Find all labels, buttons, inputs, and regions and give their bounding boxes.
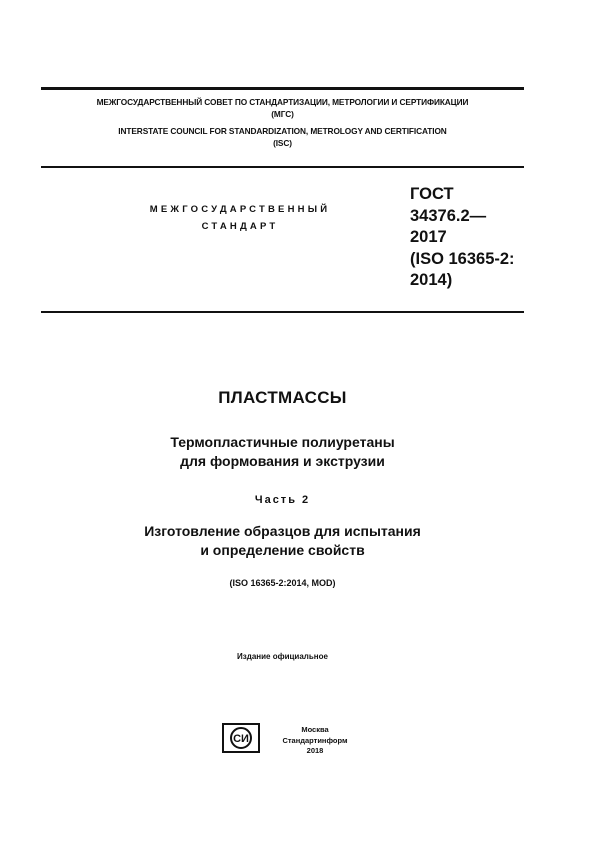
- publisher-name: Стандартинформ: [282, 735, 348, 745]
- gost-line: ГОСТ: [410, 185, 454, 203]
- subtitle-line: для формования и экструзии: [180, 453, 385, 469]
- logo-text: СИ: [233, 733, 249, 745]
- part-title-line: и определение свойств: [200, 542, 365, 558]
- council-abbr-en: (ISC): [273, 138, 292, 148]
- edition-note: Издание официальное: [237, 652, 328, 661]
- gost-designation: [410, 184, 540, 292]
- standartinform-logo-icon: [222, 723, 260, 753]
- part-title-line: Изготовление образцов для испытания: [144, 523, 421, 539]
- subtitle-line: Термопластичные полиуретаны: [170, 434, 395, 450]
- document-title: ПЛАСТМАССЫ: [218, 388, 347, 407]
- publisher-year: 2018: [306, 746, 324, 755]
- council-name-en: INTERSTATE COUNCIL FOR STANDARDIZATION, METROLOGY AND CERTIFICATION: [118, 126, 447, 136]
- gost-line: 2017: [410, 228, 447, 246]
- part-title: [41, 522, 524, 560]
- gost-line: 34376.2—: [410, 206, 487, 225]
- document-subtitle: [41, 433, 524, 471]
- part-number: Часть 2: [254, 494, 311, 506]
- iso-reference: (ISO 16365-2:2014, MOD): [229, 578, 336, 588]
- council-abbr-ru: (МГС): [271, 109, 294, 119]
- publisher-info: [280, 725, 350, 757]
- header-rule: [41, 166, 524, 168]
- standard-type-line2: СТАНДАРТ: [201, 221, 279, 232]
- gost-line: 2014): [410, 271, 453, 289]
- council-name-ru: МЕЖГОСУДАРСТВЕННЫЙ СОВЕТ ПО СТАНДАРТИЗАЦИИ, МЕТРОЛОГИИ И СЕРТИФИКАЦИИ: [96, 97, 469, 107]
- publisher-city: Москва: [301, 725, 329, 734]
- top-rule: [41, 87, 524, 90]
- gost-line: (ISO 16365-2:: [410, 249, 515, 268]
- designation-rule: [41, 311, 524, 313]
- standard-type-line1: МЕЖГОСУДАРСТВЕННЫЙ: [149, 204, 331, 215]
